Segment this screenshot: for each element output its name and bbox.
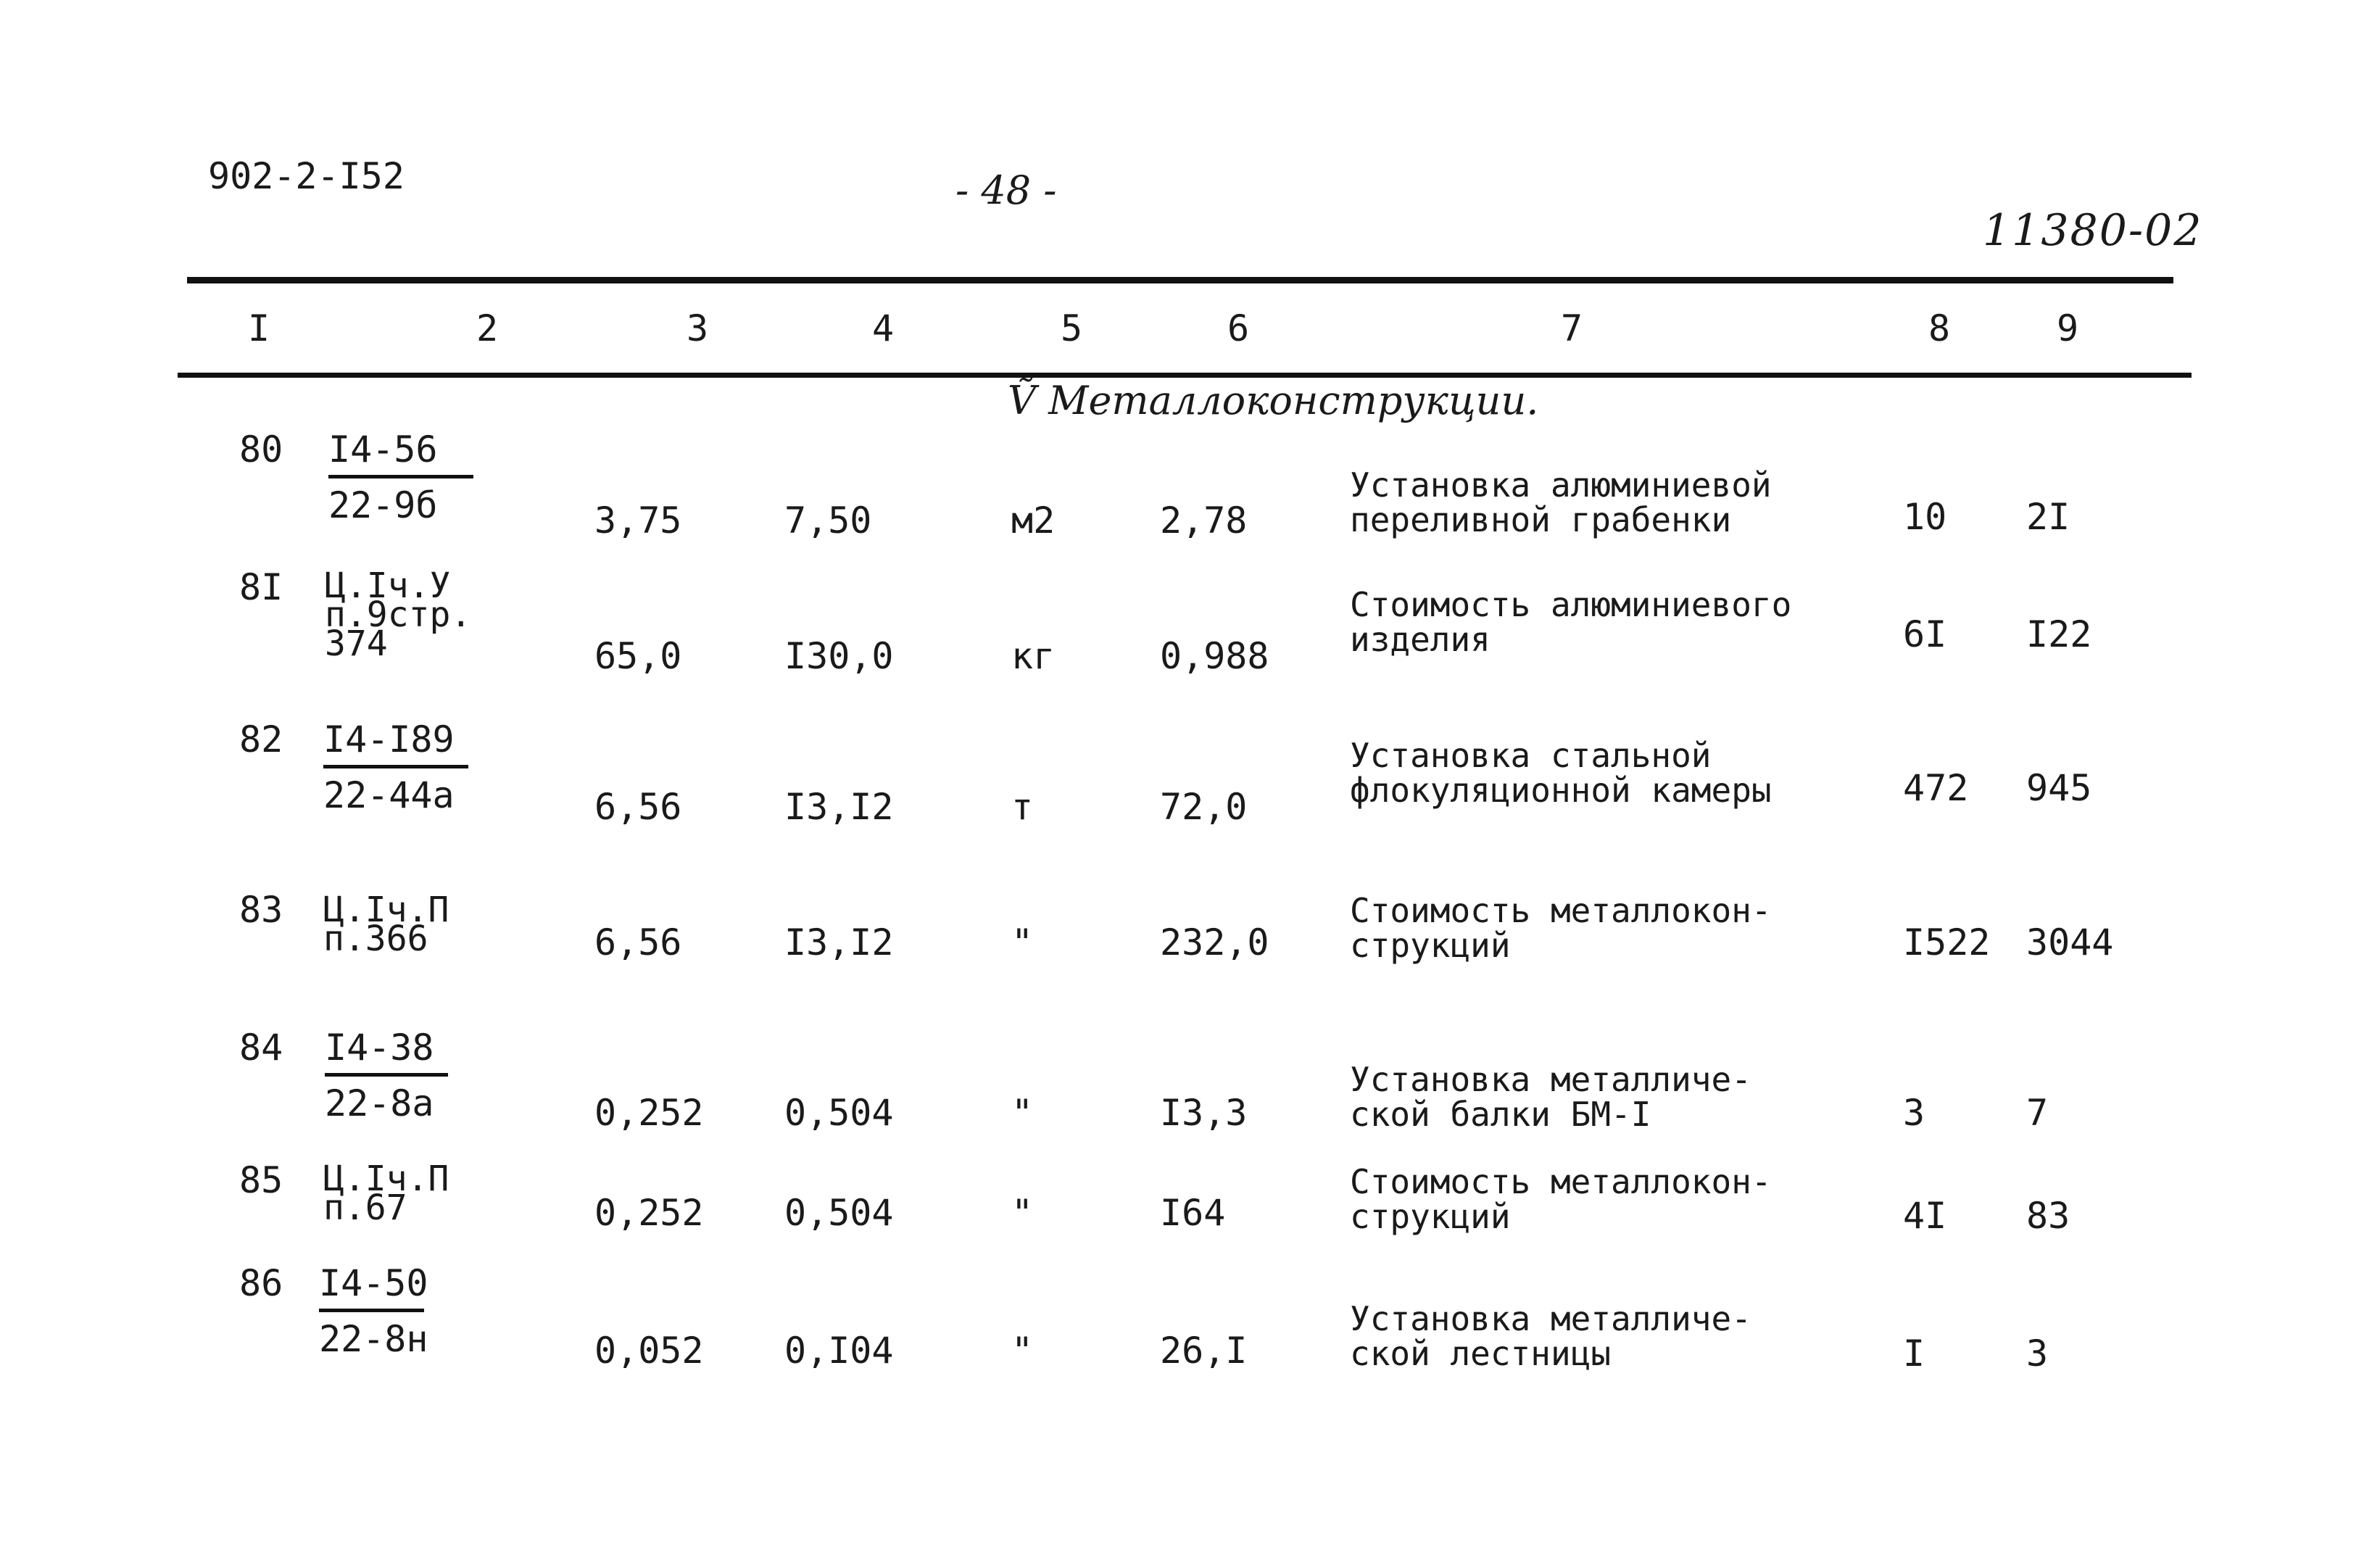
code-fraction xyxy=(323,718,468,816)
code-line-1: Ц.Iч.П xyxy=(323,890,449,930)
cell-col6: 2,78 xyxy=(1160,500,1248,542)
description-line-2: струкций xyxy=(1350,1197,1511,1236)
cell-col8: 4I xyxy=(1903,1195,1947,1237)
code-line-1: Ц.Iч.П xyxy=(323,1159,449,1199)
cell-col8: 472 xyxy=(1903,767,1969,809)
page-number: - 48 - xyxy=(955,167,1057,213)
cell-col3: 65,0 xyxy=(594,635,682,677)
description-line-2: изделия xyxy=(1350,620,1490,659)
fraction-bar xyxy=(323,765,468,768)
fraction-bar xyxy=(319,1309,424,1312)
cell-col6: 26,I xyxy=(1160,1330,1248,1372)
cell-unit: " xyxy=(1011,1330,1034,1372)
cell-col3: 0,252 xyxy=(594,1092,704,1134)
section-title: Ṽ Металлоконструкции. xyxy=(1008,378,1539,423)
cell-col8: I522 xyxy=(1903,921,1991,963)
column-number-3: 3 xyxy=(686,307,709,349)
cell-description xyxy=(1350,738,1772,808)
code-reference xyxy=(325,565,472,664)
description-line-2: струкций xyxy=(1350,926,1511,965)
cell-description xyxy=(1350,1164,1772,1234)
cell-col3: 0,052 xyxy=(594,1330,704,1372)
column-number-8: 8 xyxy=(1928,307,1951,349)
description-line-2: ской балки БМ-I xyxy=(1350,1095,1651,1134)
table-header-rule xyxy=(178,373,2192,378)
cell-col3: 3,75 xyxy=(594,500,682,542)
cell-col6: I64 xyxy=(1160,1192,1226,1234)
cell-unit: " xyxy=(1011,1192,1034,1234)
fraction-bar xyxy=(328,475,473,478)
row-number: 80 xyxy=(239,428,283,471)
cell-col4: 0,504 xyxy=(784,1192,894,1234)
code-bottom: 22-8н xyxy=(319,1318,428,1360)
code-line-2: п.366 xyxy=(323,919,428,959)
cell-description xyxy=(1350,587,1791,657)
cell-description xyxy=(1350,1062,1751,1132)
column-number-1: I xyxy=(247,307,270,349)
cell-description xyxy=(1350,465,1772,539)
cell-col9: 945 xyxy=(2026,767,2092,809)
cell-unit: т xyxy=(1011,786,1034,828)
cell-description xyxy=(1350,1301,1751,1371)
cell-col4: I3,I2 xyxy=(784,786,894,828)
cell-col9: I22 xyxy=(2026,613,2092,655)
document-code: 902-2-I52 xyxy=(208,155,405,197)
fraction-bar xyxy=(325,1073,448,1077)
row-number: 82 xyxy=(239,718,283,761)
description-line-1: Установка стальной xyxy=(1350,736,1712,775)
cell-col9: 83 xyxy=(2026,1195,2070,1237)
cell-col8: 10 xyxy=(1903,496,1947,538)
cell-col6: I3,3 xyxy=(1160,1092,1248,1134)
cell-col4: 0,504 xyxy=(784,1092,894,1134)
cell-col6: 0,988 xyxy=(1160,635,1269,677)
code-bottom: 22-9б xyxy=(328,484,438,526)
cell-col8: I xyxy=(1903,1333,1925,1375)
cell-unit: " xyxy=(1011,921,1034,963)
row-number: 8I xyxy=(239,566,283,608)
code-fraction xyxy=(328,428,473,526)
description-line-1: Установка металличе- xyxy=(1350,1299,1751,1338)
cell-unit: " xyxy=(1011,1092,1034,1134)
cell-col9: 3044 xyxy=(2026,921,2114,963)
code-bottom: 22-44а xyxy=(323,774,455,816)
column-number-9: 9 xyxy=(2056,307,2079,349)
code-top: I4-38 xyxy=(325,1027,434,1069)
cell-col3: 6,56 xyxy=(594,921,682,963)
cell-col8: 3 xyxy=(1903,1092,1925,1134)
code-top: I4-50 xyxy=(319,1262,428,1304)
cell-col3: 6,56 xyxy=(594,786,682,828)
description-line-2: флокуляционной камеры xyxy=(1350,771,1772,810)
description-line-1: Стоимость металлокон- xyxy=(1350,891,1772,930)
cell-unit: м2 xyxy=(1011,500,1056,542)
row-number: 83 xyxy=(239,889,283,931)
cell-col9: 2I xyxy=(2026,496,2070,538)
column-number-7: 7 xyxy=(1560,307,1583,349)
column-number-2: 2 xyxy=(476,307,499,349)
code-bottom: 22-8а xyxy=(325,1082,434,1124)
cell-col3: 0,252 xyxy=(594,1192,704,1234)
cell-col8: 6I xyxy=(1903,613,1947,655)
code-reference xyxy=(323,890,449,959)
code-fraction xyxy=(319,1262,428,1360)
code-line-2: п.9стр. xyxy=(325,594,472,635)
cell-col4: 7,50 xyxy=(784,500,872,542)
code-reference xyxy=(323,1159,449,1228)
description-line-2: переливной грабенки xyxy=(1350,500,1732,539)
cell-unit: кг xyxy=(1011,635,1056,677)
cell-col4: 0,I04 xyxy=(784,1330,894,1372)
cell-col4: I30,0 xyxy=(784,635,894,677)
code-line-3: 374 xyxy=(325,623,388,664)
code-top: I4-I89 xyxy=(323,718,455,761)
reference-number: 11380-02 xyxy=(1983,205,2203,256)
row-number: 84 xyxy=(239,1027,283,1069)
row-number: 86 xyxy=(239,1262,283,1304)
column-number-5: 5 xyxy=(1060,307,1083,349)
row-number: 85 xyxy=(239,1159,283,1201)
cell-col9: 7 xyxy=(2026,1092,2049,1134)
description-line-1: Установка алюминиевой xyxy=(1350,465,1772,505)
column-number-4: 4 xyxy=(871,307,895,349)
code-fraction xyxy=(325,1029,448,1122)
code-top: I4-56 xyxy=(328,428,438,471)
cell-col6: 72,0 xyxy=(1160,786,1248,828)
description-line-2: ской лестницы xyxy=(1350,1334,1612,1373)
cell-col9: 3 xyxy=(2026,1333,2049,1375)
cell-col6: 232,0 xyxy=(1160,921,1269,963)
table-top-rule xyxy=(187,277,2173,283)
column-number-6: 6 xyxy=(1227,307,1250,349)
description-line-1: Стоимость алюминиевого xyxy=(1350,585,1792,624)
description-line-1: Установка металличе- xyxy=(1350,1060,1751,1099)
code-line-1: Ц.Iч.У xyxy=(325,565,451,606)
cell-description xyxy=(1350,893,1772,963)
cell-col4: I3,I2 xyxy=(784,921,894,963)
description-line-1: Стоимость металлокон- xyxy=(1350,1162,1772,1201)
code-line-2: п.67 xyxy=(323,1188,407,1228)
